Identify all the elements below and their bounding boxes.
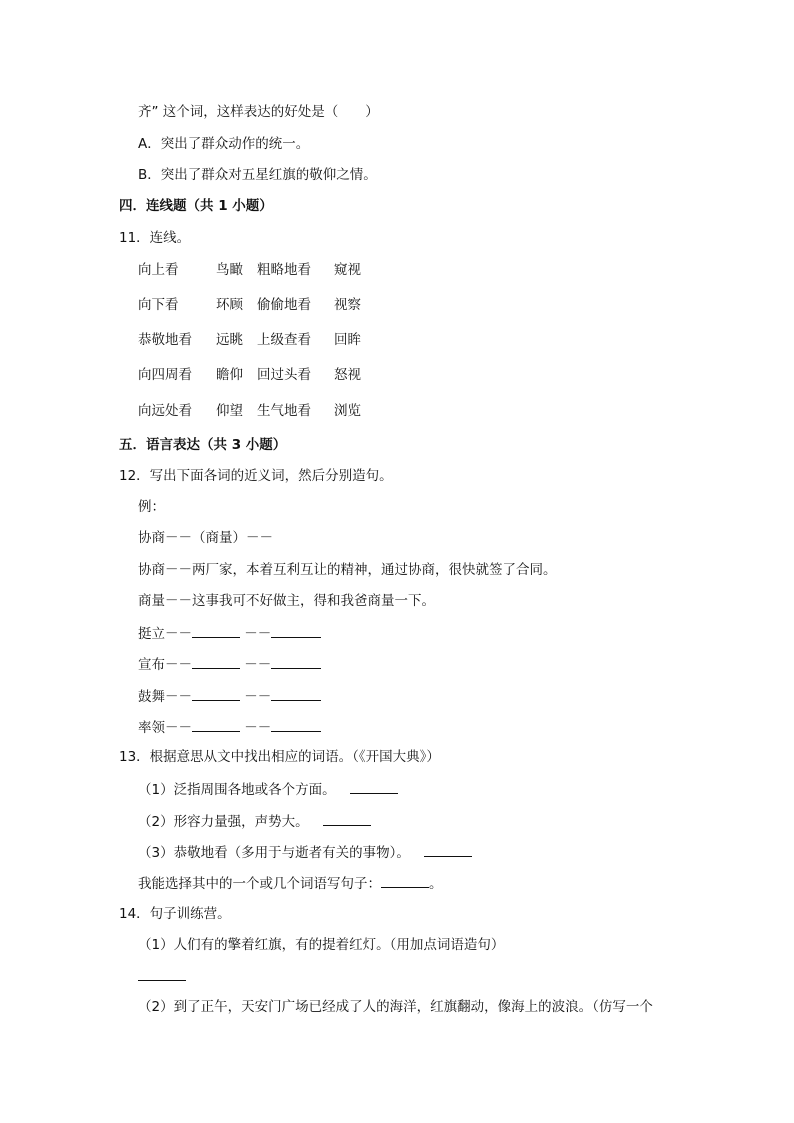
q12-item (138, 623, 321, 643)
q12-word: 率领－－ (138, 720, 192, 736)
q12-separator: －－ (244, 689, 272, 705)
q12-stem: 12．写出下面各词的近义词，然后分别造句。 (119, 468, 393, 484)
answer-blank[interactable] (271, 686, 321, 701)
option-b: B．突出了群众对五星红旗的敬仰之情。 (138, 167, 377, 183)
matching-cell: 瞻仰 (216, 367, 243, 383)
option-a: A．突出了群众动作的统一。 (138, 136, 310, 152)
matching-cell: 向下看 (138, 297, 179, 313)
q11-stem: 11．连线。 (119, 230, 191, 246)
q12-separator: －－ (244, 626, 272, 642)
q12-word: 挺立－－ (138, 626, 192, 642)
q12-separator: －－ (244, 657, 272, 673)
matching-cell: 粗略地看 (257, 262, 311, 278)
matching-cell: 窥视 (334, 262, 361, 278)
q13-sentence-prompt (138, 873, 443, 893)
matching-cell: 视察 (334, 297, 361, 313)
matching-cell: 上级查看 (257, 332, 311, 348)
section-4-heading: 四．连线题（共 1 小题） (119, 198, 273, 214)
q12-separator: －－ (244, 720, 272, 736)
matching-cell: 远眺 (216, 332, 243, 348)
q13-item (138, 811, 371, 831)
answer-blank[interactable] (271, 717, 321, 732)
matching-cell: 向四周看 (138, 367, 192, 383)
q13-item (138, 779, 398, 799)
answer-blank[interactable] (424, 842, 472, 857)
answer-blank[interactable] (138, 966, 186, 981)
answer-blank[interactable] (350, 779, 398, 794)
q12-word: 鼓舞－－ (138, 689, 192, 705)
q13-stem: 13．根据意思从文中找出相应的词语。（《开国大典》） (119, 749, 440, 765)
q12-example-line: 协商－－两厂家，本着互利互让的精神，通过协商，很快就签了合同。 (138, 562, 557, 578)
answer-blank[interactable] (192, 686, 240, 701)
q13-item-text: （2）形容力量强，声势大。 (138, 814, 309, 830)
answer-blank[interactable] (192, 654, 240, 669)
section-5-heading: 五．语言表达（共 3 小题） (119, 437, 287, 453)
q12-word: 宣布－－ (138, 657, 192, 673)
q14-stem: 14．句子训练营。 (119, 906, 231, 922)
answer-blank[interactable] (323, 811, 371, 826)
q12-example-label: 例： (138, 499, 165, 515)
answer-blank[interactable] (271, 623, 321, 638)
matching-cell: 生气地看 (257, 403, 311, 419)
q14-answer-line (138, 966, 186, 986)
answer-blank[interactable] (192, 623, 240, 638)
matching-cell: 怒视 (334, 367, 361, 383)
sentence-end-mark: 。 (429, 876, 443, 892)
matching-cell: 环顾 (216, 297, 243, 313)
q14-item: （2）到了正午，天安门广场已经成了人的海洋，红旗翻动，像海上的波浪。（仿写一个 (138, 999, 653, 1015)
q12-item (138, 686, 321, 706)
q13-item-text: （1）泛指周围各地或各个方面。 (138, 782, 336, 798)
matching-cell: 向上看 (138, 262, 179, 278)
q12-example-line: 协商－－（商量）－－ (138, 530, 273, 546)
question-continuation: 齐” 这个词，这样表达的好处是（ ） (138, 104, 379, 120)
matching-cell: 回过头看 (257, 367, 311, 383)
matching-cell: 鸟瞰 (216, 262, 243, 278)
q13-item-text: （3）恭敬地看（多用于与逝者有关的事物）。 (138, 845, 410, 861)
matching-cell: 浏览 (334, 403, 361, 419)
q13-item (138, 842, 472, 862)
q14-item: （1）人们有的擎着红旗，有的提着红灯。（用加点词语造句） (138, 937, 505, 953)
matching-cell: 回眸 (334, 332, 361, 348)
matching-cell: 向远处看 (138, 403, 192, 419)
matching-cell: 偷偷地看 (257, 297, 311, 313)
matching-cell: 恭敬地看 (138, 332, 192, 348)
q12-example-line: 商量－－这事我可不好做主，得和我爸商量一下。 (138, 593, 435, 609)
prompt-text: 我能选择其中的一个或几个词语写句子： (138, 876, 381, 892)
answer-blank[interactable] (192, 717, 240, 732)
q12-item (138, 717, 321, 737)
answer-blank[interactable] (381, 873, 429, 888)
matching-cell: 仰望 (216, 403, 243, 419)
answer-blank[interactable] (271, 654, 321, 669)
q12-item (138, 654, 321, 674)
